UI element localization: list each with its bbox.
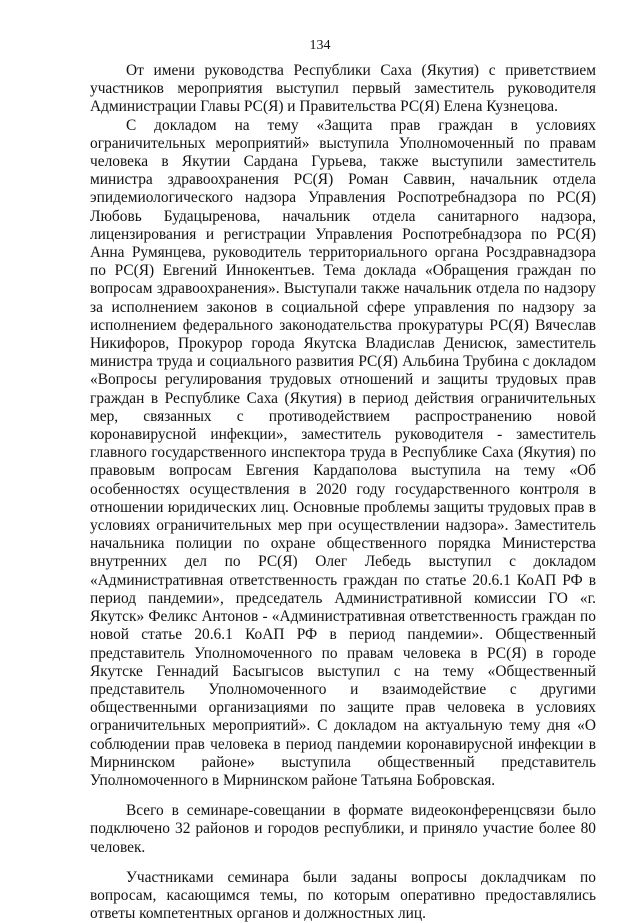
document-body bbox=[90, 62, 596, 923]
paragraph-participation: Всего в семинаре-совещании в формате видеоконференцсвязи было подключено 32 районов и городов республики, и приняло участие более 80 человек. bbox=[90, 802, 596, 856]
paragraph-questions: Участниками семинара были заданы вопросы докладчикам по вопросам, касающимся темы, по которым оперативно предоставлялись ответы компетентных органов и должностных лиц. bbox=[90, 868, 596, 923]
paragraph-reports: С докладом на тему «Защита прав граждан в условиях ограничительных мероприятий» выступила Уполномоченный по правам человека в Якутии Сардана Гурьева, также выступили заместитель министра здравоохранения РС(Я) Роман Саввин, начальник отдела эпидемиологического надзора Управления Роспотребнадзора по РС(Я) Любовь Будацыренова, начальник отдела санитарного надзора, лицензирования и регистрации Управления Роспотребнадзора по РС(Я) Анна Румянцева, руководитель территориального органа Росздравнадзора по РС(Я) Евгений Иннокентьев. Тема доклада «Обращения граждан по вопросам здравоохранения». Выступали также начальник отдела по надзору за исполнением законов в социальной сфере управления по надзору за исполнением федерального законодательства прокуратуры РС(Я) Вячеслав Никифоров, Прокурор города Якутска Владислав Денисюк, заместитель министра труда и социального развития РС(Я) Альбина Трубина с докладом «Вопросы регулирования трудовых отношений и защиты трудовых прав граждан в Республике Саха (Якутия) в период действия ограничительных мер, связанных с противодействием распространению новой коронавирусной инфекции», заместитель руководителя - заместитель главного государственного инспектора труда в Республике Саха (Якутия) по правовым вопросам Евгения Кардаполова выступила на тему «Об особенностях осуществления в 2020 году государственного контроля в отношении юридических лиц. Основные проблемы защиты трудовых прав в условиях ограничительных мер при осуществлении надзора». Заместитель начальника полиции по охране общественного порядка Министерства внутренних дел по РС(Я) Олег Лебедь выступил с докладом «Административная ответственность граждан по статье 20.6.1 КоАП РФ в период пандемии», председатель Административной комиссии ГО «г. Якутск» Феликс Антонов - «Административная ответственность граждан по новой статье 20.6.1 КоАП РФ в период пандемии». Общественный представитель Уполномоченного по правам человека в РС(Я) в городе Якутске Геннадий Басыгысов выступил с на тему «Общественный представитель Уполномоченного и взаимодействие с другими общественными организациями по защите прав человека в условиях ограничительных мероприятий». С докладом на актуальную тему дня «О соблюдении прав человека в период пандемии коронавирусной инфекции в Мирнинском районе» выступила общественный представитель Уполномоченного в Мирнинском районе Татьяна Бобровская. bbox=[90, 116, 596, 789]
page-number: 134 bbox=[309, 38, 331, 53]
paragraph-greeting: От имени руководства Республики Саха (Якутия) с приветствием участников мероприятия выступил первый заместитель руководителя Администрации Главы РС(Я) и Правительства РС(Я) Елена Кузнецова. bbox=[90, 62, 596, 116]
